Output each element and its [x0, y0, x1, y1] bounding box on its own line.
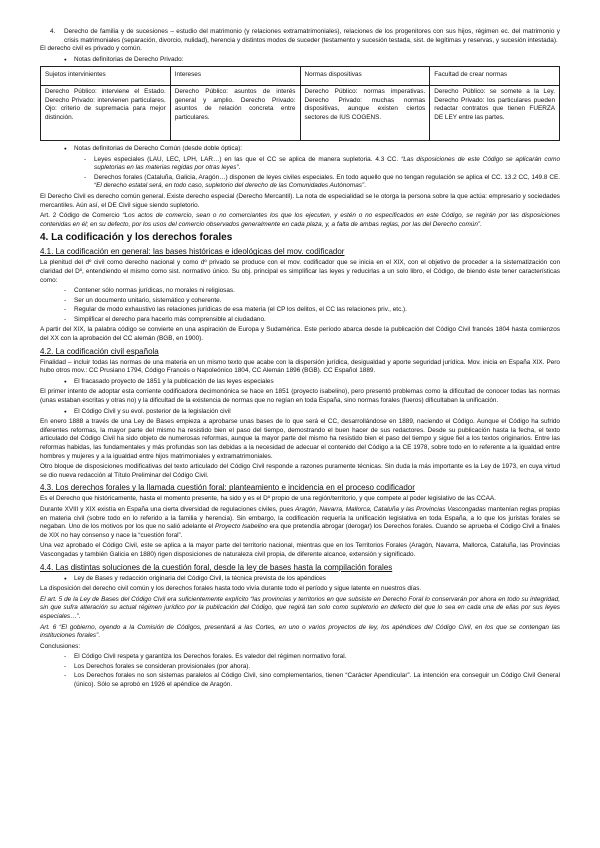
paragraph-4-3-c: Una vez aprobado el Código Civil, este se aplica a la mayor parte del territorio nacional, mientras que en los Territorios Forales (Aragón, Navarra, Mallorca, Cataluña, las Provincias Vascongadas y también Galicia en 1880) rigen disposiciones de naturaleza civil propia, de diferente alcance, extensión y significado.: [40, 542, 560, 558]
heading-4-3: 4.3. Los derechos forales y la llamada cuestión foral: planteamiento e incidencia en el proceso codificador: [40, 483, 415, 493]
cell-facultad: Derecho Público: se somete a la Ley. Derecho Privado: los particulares pueden redactar contratos que tienen FUERZA DE LEY entre las partes.: [430, 85, 560, 140]
conclusiones-label: Conclusiones:: [40, 642, 81, 650]
quote-span: “El gobierno, oyendo a la Comisión de Códigos, presentará a las Cortes, en uno o varios proyectos de ley, los apéndices del Código Civil, en los que se contengan las instituciones forales”: [40, 623, 560, 640]
item-text: Derecho de familia y de sucesiones – estudio del matrimonio (y relaciones extramatrimoniales), relaciones de los progenitores con sus hijos, régimen ec. del matrimonio y crisis matrimoniales (separación, divorcio, nulidad), herencia y distintos modos de suceder (testamento y sucesión testada, sist. de legítimas y reservas, y sucesión intestada).: [64, 28, 560, 44]
paragraph-4-3: Es el Derecho que históricamente, hasta el momento presente, ha sido y es el Dº propio de una región/territorio, y que compete al poder legislativo de las CCAA.: [40, 495, 496, 503]
italic-span: Art. 6: [40, 623, 60, 631]
text-span: .: [480, 220, 482, 228]
header-intereses: Intereses: [170, 67, 300, 86]
paragraph-4-2-b: El primer intento de adoptar esta corriente codificadora decimonónica se hace en 1851 (proyecto isabelino), pero presentó problemas como la dificultad de conocer todas las normas (unas estaban escritas y otras no) y la dificultad de la existencia de normas que no regían en toda España, sino normas forales (fueros) dificultaban la unificación.: [40, 388, 560, 405]
quote-span: “Los actos de comercio, sean o no comerciantes los que los ejecuten, y estén o no especificados en este Código, se regirán por las disposiciones contenidas en él; en su defecto, por los usos del comercio observados generalmente en cada plaza, y, a falta de ambas reglas, por las del Derecho común”: [40, 212, 561, 228]
bullet-proyecto-1851: ● El fracasado proyecto de 1851 y la publicación de las leyes especiales: [40, 378, 560, 387]
quote-span: “Las disposiciones de este Código se aplicarán como supletorias en las materias regidas por otras leyes”: [94, 155, 560, 172]
text-span: Durante XVIII y XIX existía en España una cierta diversidad de regulaciones civiles, pues: [40, 505, 296, 513]
list-item: - Regular de modo exhaustivo las relaciones jurídicas de esa materia (el CP los delitos, el CC las relaciones priv., etc.).: [40, 306, 560, 315]
paragraph-art2: [40, 212, 560, 229]
text-span: .: [364, 182, 366, 190]
paragraph-4-1: La plenitud del dº civil como derecho nacional y como dº privado se produce con el mov. codificador que se inicia en el XIX, con el objetivo de proceder a la sistematización con claridad del Dº, entendiendo el mismo como sist. normativo único. Su obj. principal es simplificar las leyes y reducirlas a un solo libro, el Código, de biendo éste tener características como:: [40, 259, 560, 284]
text-span: .: [78, 612, 81, 620]
italic-span: Proyecto Isabelino: [215, 523, 268, 531]
bullet-list: [40, 378, 560, 387]
numbered-item: [50, 28, 560, 45]
dash-derechos-forales: [40, 174, 560, 191]
heading-4-4: 4.4. Las distintas soluciones de la cuestión foral, desde la ley de bases hasta la compilación forales: [40, 562, 393, 572]
cell-normas: Derecho Público: normas imperativas. Derecho Privado: muchas normas dispositivas, aunque existen ciertos sectores de IUS COGENS.: [300, 85, 430, 140]
header-facultad: Facultad de crear normas: [430, 67, 560, 86]
dash-leyes-especiales: [40, 156, 560, 173]
heading-4-2: 4.2. La codificación civil española: [40, 346, 159, 356]
heading-4-1: 4.1. La codificación en general: las bases históricas e ideológicas del mov. codificador: [40, 247, 345, 257]
quote-span: “las provincias y territorios en que subsiste en Derecho Foral lo conservarán por ahora en todo su integridad, sin que sufra alteración su actual régimen jurídico por la publicación del Código, que regirá tan solo como supletorio en defecto del que lo sea en cada una de ellas por sus leyes especiales…”: [40, 595, 560, 620]
bullet-list: [40, 56, 560, 65]
paragraph-4-2-d: Otro bloque de disposiciones modificativas del texto articulado del Código Civil responde a razones puramente técnicas. Sin duda la más importante es la Ley de 1973, en cuya virtud se dio nueva redacción al Título Preliminar del Código Civil.: [40, 463, 560, 479]
text-span: Leyes especiales (LAU, LEC, LPH, LAR…) en las que el CC se aplica de manera supletoria. 4.3 CC.: [94, 155, 402, 163]
dash-list-4-1: [40, 287, 560, 324]
list-item: - Los Derechos forales no son sistemas paralelos al Código Civil, sino complementarios, tienen “Carácter Apendicular”. La intención era conseguir un Código Civil General (único). Sólo se aprobó en 1926 el apéndice de Aragón.: [40, 672, 560, 689]
header-normas: Normas dispositivas: [300, 67, 430, 86]
list-item: - Los Derechos forales se consideran provisionales (por ahora).: [40, 663, 560, 672]
text-span: .: [238, 164, 241, 172]
list-item: - El Código Civil respeta y garantiza los Derechos forales. Es valedor del régimen normativo foral.: [40, 653, 560, 662]
paragraph-4-2: Finalidad – incluir todas las normas de una materia en un mismo texto que acabe con la dispersión jurídica, desigualdad y aporte seguridad jurídica. Mov. inicia en España XIX. Pero hubo otros mov.: CC Prusiano 1794, Código Francés o Napoleónico 1804, CC Alemán 1896 (BGB). CC Español 1889.: [40, 358, 560, 375]
paragraph-4-4: La disposición del derecho civil común y los derechos forales hasta todo vivía durante todo el período y sigue latente en nuestros días.: [40, 585, 422, 593]
dash-list-comun: [40, 156, 560, 191]
quote-span: “El derecho estatal será, en todo caso, supletorio del derecho de las Comunidades Autónomas”: [94, 182, 365, 190]
heading-codificacion: 4. La codificación y los derechos forales: [40, 232, 233, 244]
bullet-ley-bases: ● Ley de Bases y redacción originaria del Código Civil, la técnica prevista de los apéndices: [40, 575, 560, 584]
table-row: [41, 85, 560, 140]
text-span: Art. 2 Código de Comercio: [40, 212, 123, 220]
paragraph-art6: [40, 624, 560, 641]
bullet-list: [40, 575, 560, 584]
definitions-table: [40, 66, 560, 141]
cell-intereses: Derecho Público: asuntos de interés general y amplio. Derecho Privado: asuntos de relación concreta entre particulares.: [170, 85, 300, 140]
bullet-notas-comun: ● Notas definitorias de Derecho Común (desde doble óptica):: [40, 145, 560, 154]
paragraph-art5: [40, 596, 560, 622]
italic-span: Aragón, Navarra, Mallorca, Cataluña y las Provincias Vascongadas: [295, 505, 486, 513]
list-item: - Simplificar el derecho para hacerlo más comprensible al ciudadano.: [40, 316, 560, 325]
paragraph-4-3-b: [40, 506, 560, 540]
text-span: .: [98, 632, 101, 640]
table-header-row: [41, 67, 560, 86]
list-item: - Ser un documento unitario, sistemático y coherente.: [40, 297, 560, 306]
bullet-list: [40, 145, 560, 154]
text-span: mantenían reglas propias en materia civil (sobre todo en lo referido a la familia y herencia). Sin embargo, la codificación requería la unificación legislativa en toda España, a lo que los juristas forales se negaban. Uno de los motivos por los que no salió adelante el: [40, 505, 560, 531]
civil-private-line: El derecho civil es privado y común.: [40, 45, 142, 53]
bullet-notas-privado: ● Notas definitorias de Derecho Privado:: [40, 56, 560, 65]
paragraph-4-1-b: A partir del XIX, la palabra código se convierte en una aspiración de Europa y Sudamérica. Este período abarca desde la publicación del Código Civil francés 1804 hasta comienzos del XX con la aprobación del CC alemán (BGB, en 1900).: [40, 326, 560, 343]
paragraph-4-2-c: En enero 1888 a través de una Ley de Bases empieza a aprobarse unas bases de lo que será el CC, desarrollándose en 1889, naciendo el Código. Aunque el Código ha sufrido diferentes reformas, la mayor parte del mismo ha resistido bien el paso del tiempo, demostrando el buen hacer de sus redactores. Desde su publicación hasta la fecha, el texto articulado del Código Civil ha sido objeto de numerosas reformas, aunque la mayor parte del mismo ha resistido bien el paso del tiempo y sigue fiel a los textos originarios. Entre las reformas habidas, las fundamentales y más profundas son las debidas a la necesidad de adecuar el contenido del Código a la CE 1978, sobre todo en lo referente a la igualdad entre hombres y mujeres y a la igualdad entre hijos matrimoniales y extramatrimoniales.: [40, 418, 560, 460]
bullet-codigo-civil: ● El Código Civil y su evol. posterior de la legislación civil: [40, 408, 560, 417]
dash-list-conclusiones: [40, 653, 560, 689]
text-span: era que pretendía abrogar (derogar) los Derechos forales. Cuando se aprueba el Código Civil a finales de XIX no hay consenso y nace la “cuestión foral”.: [40, 523, 561, 539]
list-item: - Contener sólo normas jurídicas, no morales ni religiosas.: [40, 287, 560, 296]
header-sujetos: Sujetos intervinientes: [41, 67, 171, 86]
paragraph-comun-especial: El Derecho Civil es derecho común general. Existe derecho especial (Derecho Mercantil). La nota de especialidad se le otorga la persona sobre la que actúa: empresario y sociedades mercantiles. Aún así, el DE Civil sigue siendo supletorio.: [40, 192, 560, 209]
cell-sujetos: Derecho Público: interviene el Estado. Derecho Privado: intervienen particulares. Ojo: criterio de supremacía para mejor distinción.: [41, 85, 171, 140]
bullet-list: [40, 408, 560, 417]
item-number: 4.: [50, 28, 56, 35]
text-span: Derechos forales (Cataluña, Galicia, Aragón…) disponen de leyes civiles especiales. En todo aquello que no tengan regulación se aplica el CC. 13.2 CC, 149.8 CE.: [94, 173, 560, 181]
italic-span: El art. 5 de la Ley de Bases del Código Civil era suficientemente explícito: [40, 595, 251, 603]
